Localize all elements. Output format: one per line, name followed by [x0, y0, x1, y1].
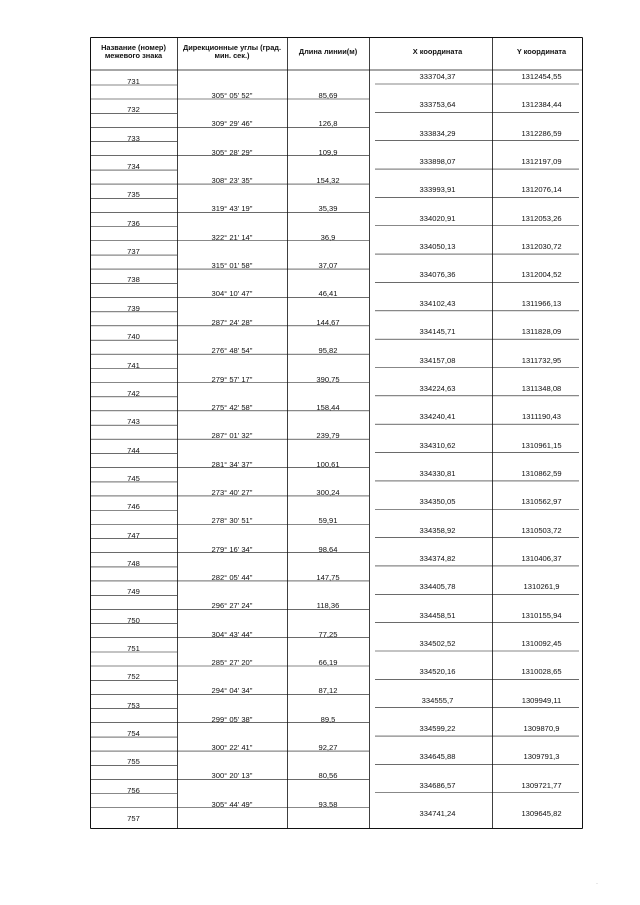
coordinate-table [90, 37, 583, 829]
x-coordinate: 334520,16 [419, 667, 456, 677]
line-length: 37,07 [318, 261, 338, 271]
direction-angle: 281° 34' 37" [211, 459, 253, 469]
point-name: 752 [127, 672, 140, 682]
point-name: 754 [127, 729, 140, 739]
line-length: 154,32 [316, 176, 340, 186]
line-length: 239,79 [316, 431, 340, 441]
x-coordinate: 333834,29 [419, 128, 456, 138]
point-name: 744 [127, 445, 140, 455]
line-length: 158,44 [316, 402, 340, 412]
direction-angle: 294° 04' 34" [211, 686, 253, 696]
direction-angle: 276° 48' 54" [211, 346, 253, 356]
line-length: 66,19 [318, 658, 338, 667]
point-name: 732 [127, 105, 140, 115]
x-coordinate: 334102,43 [419, 298, 456, 308]
y-coordinate: 1310406,37 [521, 553, 562, 563]
y-coordinate: 1312454,55 [521, 72, 562, 81]
x-coordinate: 334686,57 [419, 780, 456, 790]
line-length: 35,39 [318, 204, 338, 214]
header-direction-angle: Дирекционные углы (град. мин. сек.) [182, 42, 282, 60]
line-length: 144,67 [316, 317, 340, 327]
line-length: 77,25 [318, 629, 338, 639]
x-coordinate: 334076,36 [419, 270, 456, 280]
point-name: 743 [127, 417, 140, 427]
y-coordinate: 1310028,65 [521, 667, 562, 677]
direction-angle: 300° 20' 13" [211, 771, 253, 781]
point-name: 740 [127, 332, 140, 342]
x-coordinate: 334599,22 [419, 724, 456, 734]
x-coordinate: 334555,7 [421, 695, 454, 705]
y-coordinate: 1312384,44 [521, 100, 562, 110]
line-length: 85,69 [318, 91, 338, 100]
y-coordinate: 1312004,52 [521, 270, 562, 280]
point-name: 750 [127, 615, 140, 625]
direction-angle: 309° 29' 46" [211, 119, 253, 129]
line-length: 300,24 [316, 487, 340, 497]
direction-angle: 273° 40' 27" [211, 487, 253, 497]
x-coordinate: 334458,51 [419, 610, 456, 620]
point-name: 745 [127, 473, 140, 483]
line-length: 89,5 [320, 714, 336, 724]
scan-mark: · [596, 881, 598, 887]
x-coordinate: 334350,05 [419, 497, 456, 507]
y-coordinate: 1310503,72 [521, 525, 562, 535]
point-name: 742 [127, 388, 140, 398]
header-line-length: Длина линии(м) [298, 46, 358, 56]
point-name: 747 [127, 530, 140, 540]
line-length: 109,9 [318, 147, 338, 157]
y-coordinate: 1312286,59 [521, 128, 562, 138]
x-coordinate: 334645,88 [419, 752, 456, 762]
y-coordinate: 1311732,95 [521, 355, 562, 365]
y-coordinate: 1310155,94 [521, 610, 562, 620]
x-coordinate: 334145,71 [419, 327, 456, 337]
y-coordinate: 1312053,26 [521, 213, 562, 223]
line-length: 87,12 [318, 686, 338, 696]
y-coordinate: 1309645,82 [521, 809, 562, 819]
direction-angle: 275° 42' 58" [211, 402, 253, 412]
direction-angle: 279° 16' 34" [211, 544, 253, 554]
y-coordinate: 1311190,43 [522, 412, 561, 422]
x-coordinate: 334020,91 [419, 213, 456, 223]
x-coordinate: 333898,07 [419, 157, 456, 167]
direction-angle: 279° 57' 17" [211, 374, 253, 384]
point-name: 746 [127, 502, 140, 512]
y-coordinate: 1312197,09 [521, 157, 562, 167]
x-coordinate: 334224,63 [419, 383, 456, 393]
point-name: 749 [127, 587, 140, 597]
direction-angle: 282° 05' 44" [211, 572, 253, 582]
direction-angle: 300° 22' 41" [211, 743, 253, 753]
y-coordinate: 1309870,9 [523, 724, 560, 734]
direction-angle: 287° 01' 32" [211, 431, 253, 441]
y-coordinate: 1311348,08 [521, 383, 562, 393]
y-coordinate: 1309949,11 [521, 695, 562, 705]
point-name: 741 [127, 360, 140, 370]
x-coordinate: 333993,91 [419, 185, 456, 195]
line-length: 100,61 [316, 459, 340, 469]
line-length: 147,75 [316, 572, 340, 582]
x-coordinate: 334405,78 [419, 582, 456, 592]
y-coordinate: 1312076,14 [521, 185, 562, 195]
line-length: 80,56 [318, 771, 338, 781]
point-name: 734 [127, 162, 140, 172]
direction-angle: 287° 24' 28" [211, 317, 253, 327]
y-coordinate: 1312030,72 [521, 242, 562, 252]
x-coordinate: 333753,64 [419, 100, 456, 110]
y-coordinate: 1309791,3 [523, 752, 560, 762]
point-name: 748 [127, 558, 140, 568]
line-length: 126,8 [318, 119, 338, 129]
y-coordinate: 1310092,45 [521, 639, 562, 648]
x-coordinate: 334374,82 [419, 553, 456, 563]
point-name: 731 [127, 77, 140, 86]
direction-angle: 322° 21' 14" [211, 232, 253, 242]
line-length: 390,75 [316, 374, 340, 384]
direction-angle: 305° 28' 29" [211, 147, 253, 157]
y-coordinate: 1310862,59 [521, 468, 562, 478]
direction-angle: 304° 10' 47" [211, 289, 253, 299]
point-name: 756 [127, 785, 140, 795]
point-name: 757 [127, 814, 140, 824]
x-coordinate: 333704,37 [419, 72, 456, 81]
line-length: 92,27 [318, 743, 338, 753]
direction-angle: 315° 01' 58" [211, 261, 253, 271]
header-y-coordinate: Y координата [516, 46, 567, 56]
header-x-coordinate: X координата [412, 46, 463, 56]
direction-angle: 285° 27' 20" [211, 658, 253, 667]
header-point-name: Название (номер) межевого знака [101, 42, 166, 60]
x-coordinate: 334358,92 [419, 525, 456, 535]
direction-angle: 305° 44' 49" [211, 799, 253, 809]
line-length: 95,82 [318, 346, 338, 356]
point-name: 733 [127, 133, 140, 143]
y-coordinate: 1311966,13 [521, 298, 562, 308]
point-name: 737 [127, 247, 140, 257]
x-coordinate: 334741,24 [419, 809, 456, 819]
point-name: 736 [127, 218, 140, 228]
point-name: 751 [127, 644, 140, 653]
x-coordinate: 334330,81 [419, 468, 456, 478]
direction-angle: 305° 05' 52" [211, 91, 253, 100]
y-coordinate: 1310261,9 [523, 582, 560, 592]
line-length: 59,91 [318, 516, 338, 526]
direction-angle: 319° 43' 19" [211, 204, 253, 214]
point-name: 735 [127, 190, 140, 200]
line-length: 98,64 [318, 544, 338, 554]
y-coordinate: 1309721,77 [521, 780, 562, 790]
direction-angle: 278° 30' 51" [211, 516, 253, 526]
point-name: 755 [127, 757, 140, 767]
line-length: 93,58 [318, 799, 338, 809]
x-coordinate: 334240,41 [419, 412, 456, 422]
line-length: 36,9 [320, 232, 336, 242]
point-name: 738 [127, 275, 140, 285]
line-length: 118,36 [316, 601, 340, 611]
direction-angle: 296° 27' 24" [211, 601, 253, 611]
x-coordinate: 334502,52 [419, 639, 456, 648]
y-coordinate: 1311828,09 [521, 327, 562, 337]
direction-angle: 308° 23' 35" [211, 176, 253, 186]
x-coordinate: 334310,62 [419, 440, 456, 450]
direction-angle: 304° 43' 44" [211, 629, 253, 639]
x-coordinate: 334157,08 [419, 355, 456, 365]
y-coordinate: 1310961,15 [521, 440, 562, 450]
direction-angle: 299° 05' 38" [211, 714, 253, 724]
y-coordinate: 1310562,97 [521, 497, 562, 507]
x-coordinate: 334050,13 [419, 242, 456, 252]
point-name: 753 [127, 700, 140, 710]
line-length: 46,41 [318, 289, 338, 299]
point-name: 739 [127, 303, 140, 313]
